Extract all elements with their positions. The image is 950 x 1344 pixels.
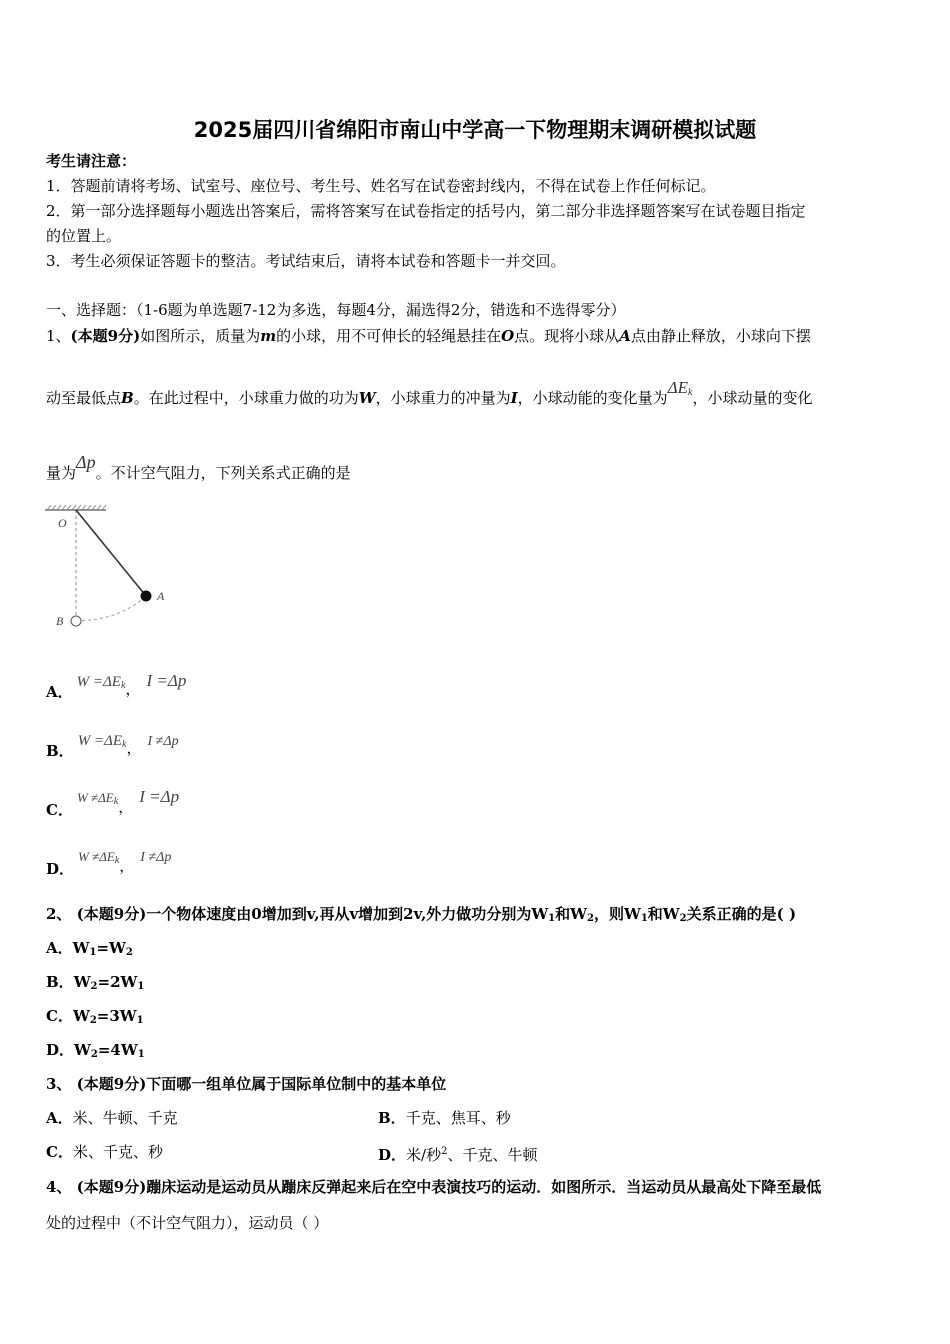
q1-delta-ek-main: ΔE bbox=[667, 378, 689, 397]
option-left bbox=[78, 733, 127, 749]
q1-line-1 bbox=[46, 326, 811, 346]
option-label: A． bbox=[46, 1109, 73, 1127]
notice-item: 的位置上。 bbox=[46, 227, 122, 245]
option-comma: ， bbox=[125, 680, 141, 698]
option-sub: 1 bbox=[136, 1015, 144, 1026]
option-text: =4W bbox=[97, 1041, 138, 1059]
option-left-main: W =ΔE bbox=[77, 733, 123, 749]
q2-text: 和W bbox=[555, 905, 587, 923]
notice-item: 2．第一部分选择题每小题选出答案后，需将答案写在试卷指定的括号内，第二部分非选择题答案写在试卷题目指定 bbox=[46, 202, 806, 220]
option-right: I ≠Δp bbox=[140, 850, 172, 865]
q1-option-b[interactable] bbox=[46, 729, 179, 760]
option-sub: 2 bbox=[90, 1049, 98, 1060]
option-comma: ， bbox=[119, 857, 135, 875]
q2-option-b[interactable] bbox=[46, 972, 144, 997]
option-sub: 2 bbox=[125, 947, 133, 958]
option-label: D． bbox=[378, 1146, 407, 1164]
option-text: 米、牛顿、千克 bbox=[72, 1109, 178, 1127]
q1-text: 如图所示，质量为 bbox=[140, 327, 261, 345]
ceiling-hatch bbox=[47, 505, 106, 510]
q2-option-c[interactable] bbox=[46, 1006, 144, 1031]
ball-a bbox=[141, 591, 152, 602]
option-label: A． bbox=[46, 683, 73, 701]
notice-heading: 考生请注意： bbox=[46, 152, 137, 170]
page-title: 2025届四川省绵阳市南山中学高一下物理期末调研模拟试题 bbox=[193, 118, 757, 142]
option-left bbox=[77, 674, 126, 690]
option-left-main: W =ΔE bbox=[76, 674, 121, 690]
label-o: O bbox=[58, 516, 67, 530]
option-label: C． bbox=[46, 1007, 73, 1025]
swing-arc bbox=[76, 596, 146, 621]
option-label: B． bbox=[46, 973, 74, 991]
option-text: =3W bbox=[96, 1007, 137, 1025]
option-sup: 2 bbox=[441, 1146, 448, 1157]
option-text: 、千克、牛顿 bbox=[447, 1146, 538, 1164]
option-text: 米、千克、秒 bbox=[72, 1143, 163, 1161]
label-b: B bbox=[56, 614, 64, 628]
q2-text: 2、 (本题9分)一个物体速度由0增加到v,再从v增加到2v,外力做功分别为W bbox=[46, 905, 549, 923]
q1-delta-ek bbox=[668, 378, 693, 397]
q2-sub: 2 bbox=[587, 913, 594, 924]
option-left-sub: k bbox=[122, 739, 127, 750]
q1-text: 动至最低点 bbox=[46, 389, 122, 407]
option-sub: 2 bbox=[89, 1015, 97, 1026]
option-left-main: W ≠ΔE bbox=[76, 790, 114, 805]
option-sub: 1 bbox=[89, 947, 97, 958]
q1-line-3 bbox=[46, 452, 351, 483]
option-label: C． bbox=[46, 801, 73, 819]
option-left-sub: k bbox=[120, 680, 126, 691]
option-label: D． bbox=[46, 860, 75, 878]
q2-text: 和W bbox=[647, 905, 680, 923]
q2-text: 关系正确的是( ) bbox=[686, 905, 797, 923]
option-left-sub: k bbox=[113, 796, 119, 807]
option-label: D． bbox=[46, 1041, 75, 1059]
q3-option-d[interactable] bbox=[378, 1142, 537, 1165]
option-text: 千克、焦耳、秒 bbox=[405, 1109, 511, 1127]
q2-text: ，则W bbox=[593, 905, 641, 923]
q1-delta-p: Δp bbox=[76, 452, 96, 472]
option-text: =2W bbox=[97, 973, 138, 991]
notice-item: 3．考生必须保证答题卡的整洁。考试结束后，请将本试卷和答题卡一并交回。 bbox=[46, 252, 566, 270]
option-comma: ， bbox=[126, 739, 142, 757]
q3-option-a[interactable] bbox=[46, 1108, 178, 1128]
option-right: I =Δp bbox=[139, 787, 180, 806]
q4-line-1: 4、 (本题9分)蹦床运动是运动员从蹦床反弹起来后在空中表演技巧的运动．如图所示．当运动员从最高处下降至最低 bbox=[46, 1178, 822, 1196]
notice-item: 1．答题前请将考场、试室号、座位号、考生号、姓名写在试卷密封线内，不得在试卷上作任何标记。 bbox=[46, 177, 716, 195]
option-right: I =Δp bbox=[146, 671, 187, 690]
q1-var-m: m bbox=[260, 327, 277, 345]
q1-score: (本题9分) bbox=[70, 327, 141, 345]
q2-option-d[interactable] bbox=[46, 1040, 145, 1065]
q1-text: 点由静止释放，小球向下摆 bbox=[630, 327, 811, 345]
pendulum-diagram bbox=[40, 500, 180, 630]
q1-text: 。在此过程中，小球重力做的功为 bbox=[133, 389, 359, 407]
option-text: =W bbox=[96, 939, 126, 957]
q2-sub: 1 bbox=[640, 913, 648, 924]
q1-option-a[interactable] bbox=[46, 670, 187, 701]
option-label: C． bbox=[46, 1143, 73, 1161]
q1-var-w: W bbox=[358, 389, 376, 407]
string-line bbox=[76, 510, 146, 596]
q1-number: 1、 bbox=[46, 327, 71, 345]
option-text: W bbox=[74, 1041, 91, 1059]
option-text: W bbox=[72, 1007, 90, 1025]
q1-var-a: A bbox=[619, 327, 631, 345]
option-left bbox=[78, 849, 119, 864]
q2-sub: 1 bbox=[548, 913, 556, 924]
option-sub: 1 bbox=[137, 1049, 145, 1060]
q2-sub: 2 bbox=[679, 913, 687, 924]
section-heading: 一、选择题：（1-6题为单选题7-12为多选，每题4分，漏选得2分，错选和不选得零分） bbox=[46, 301, 626, 319]
q1-text: 量为 bbox=[46, 464, 77, 482]
q1-text: ，小球动能的变化量为 bbox=[517, 389, 668, 407]
option-label: B． bbox=[46, 742, 74, 760]
option-right: I ≠Δp bbox=[147, 734, 179, 749]
q1-var-i: I bbox=[510, 389, 518, 407]
q1-var-o: O bbox=[501, 327, 515, 345]
q3-stem: 3、 (本题9分)下面哪一组单位属于国际单位制中的基本单位 bbox=[46, 1075, 447, 1093]
option-comma: ， bbox=[118, 798, 134, 816]
label-a: A bbox=[157, 589, 165, 603]
q2-stem bbox=[46, 904, 796, 929]
option-left bbox=[77, 790, 118, 805]
q1-text: ，小球重力的冲量为 bbox=[375, 389, 511, 407]
q3-option-c[interactable] bbox=[46, 1142, 163, 1162]
q1-option-c[interactable] bbox=[46, 786, 180, 819]
option-left-main: W ≠ΔE bbox=[78, 849, 115, 864]
ball-b bbox=[71, 616, 81, 626]
option-label: B． bbox=[378, 1109, 406, 1127]
q4-line-2: 处的过程中（不计空气阻力），运动员（ ） bbox=[46, 1214, 329, 1232]
option-sub: 2 bbox=[90, 981, 98, 992]
q1-option-d[interactable] bbox=[46, 845, 172, 878]
option-text: 米/秒 bbox=[406, 1146, 442, 1164]
q2-option-a[interactable] bbox=[46, 938, 133, 963]
q3-option-b[interactable] bbox=[378, 1108, 511, 1128]
option-text: W bbox=[72, 939, 90, 957]
option-label: A． bbox=[46, 939, 73, 957]
q1-text: ，小球动量的变化 bbox=[692, 389, 813, 407]
option-sub: 1 bbox=[137, 981, 145, 992]
q1-text: 。不计空气阻力，下列关系式正确的是 bbox=[95, 464, 351, 482]
pendulum-figure bbox=[40, 500, 180, 630]
q1-text: 的小球，用不可伸长的轻绳悬挂在 bbox=[276, 327, 502, 345]
q1-delta-ek-sub: k bbox=[688, 387, 693, 398]
q1-var-b: B bbox=[121, 389, 134, 407]
option-text: W bbox=[73, 973, 91, 991]
q1-text: 点。现将小球从 bbox=[514, 327, 620, 345]
option-left-sub: k bbox=[114, 855, 120, 866]
